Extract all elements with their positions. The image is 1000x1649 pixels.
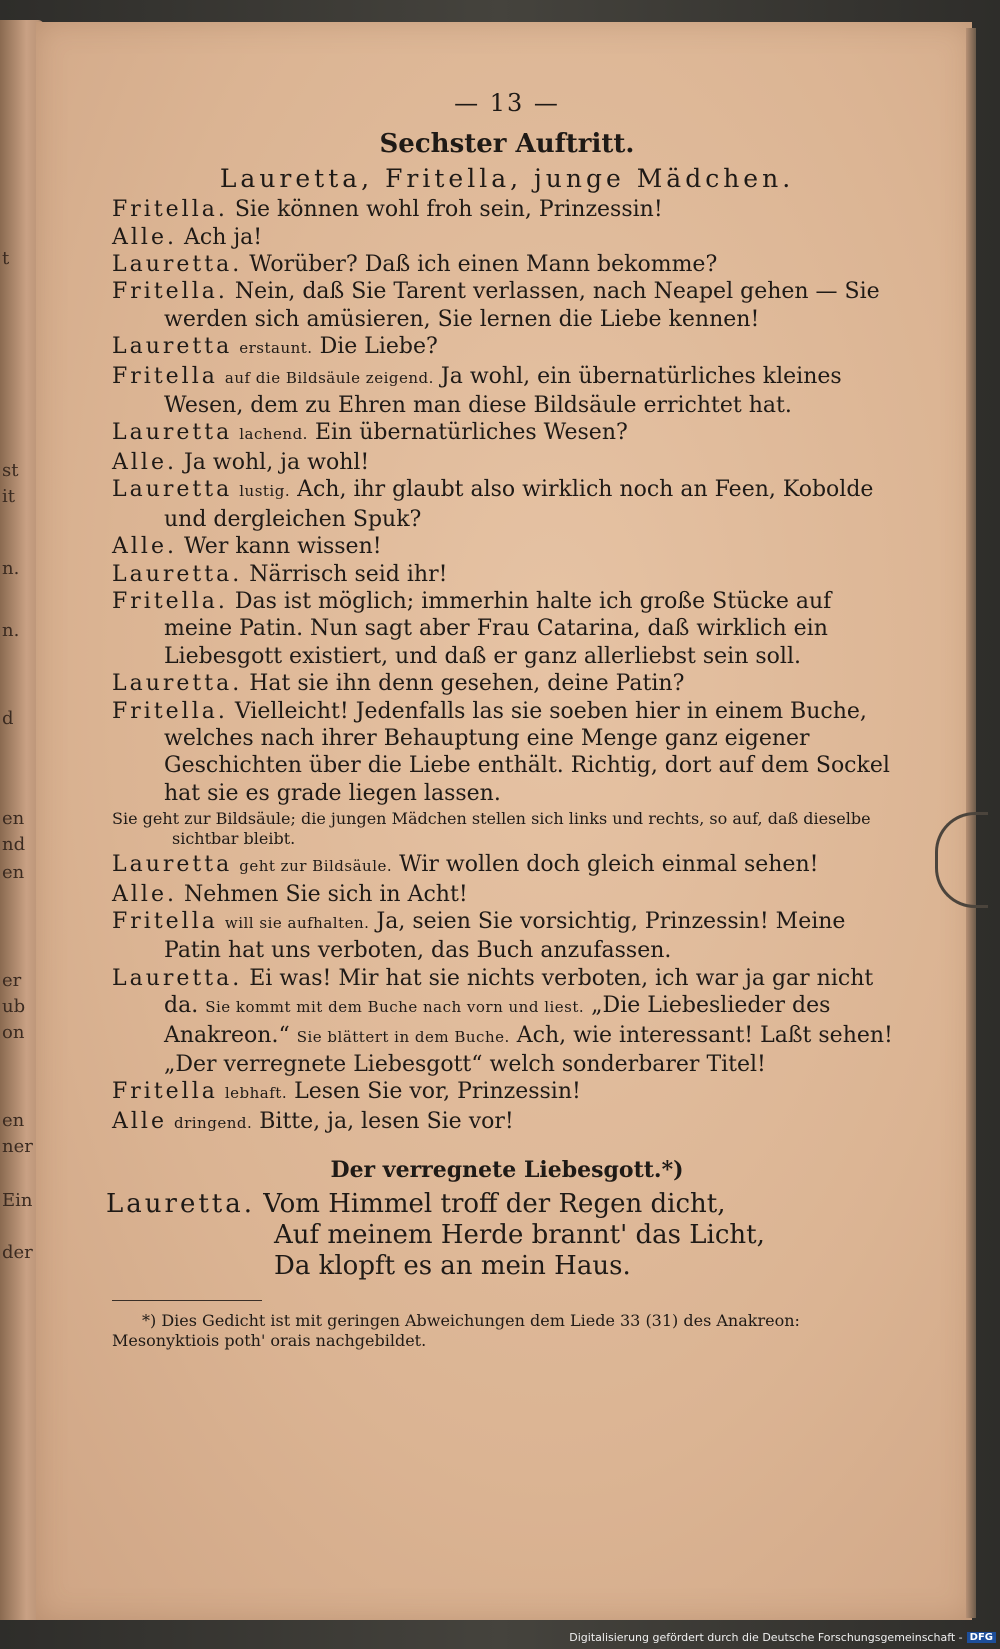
dfg-logo: DFG — [967, 1632, 996, 1643]
speaker: Lauretta. — [112, 671, 243, 697]
dialogue-line — [112, 1078, 902, 1107]
line-text: Nehmen Sie sich in Acht! — [183, 881, 468, 907]
line-text: Wer kann wissen! — [183, 534, 382, 560]
line-text: Ach ja! — [183, 224, 263, 250]
credit-text: Digitalisierung gefördert durch die Deutsche Forschungsgemeinschaft - — [569, 1630, 963, 1644]
dialogue-line — [112, 224, 902, 251]
speaker: Fritella. — [112, 279, 228, 305]
speaker: Lauretta. — [112, 965, 243, 991]
stage-direction: will sie aufhalten. — [224, 913, 370, 932]
dialogue-line — [112, 1108, 902, 1137]
line-text: Die Liebe? — [319, 334, 438, 360]
prev-page-fragment: en — [2, 1110, 25, 1131]
digitization-credit — [569, 1629, 996, 1645]
line-text: Wir wollen doch gleich einmal sehen! — [399, 852, 819, 878]
poem-title: Der verregnete Liebesgott.*) — [330, 1157, 684, 1184]
line-text: Hat sie ihn denn gesehen, deine Patin? — [249, 671, 685, 697]
footnote-rule — [112, 1300, 262, 1301]
prev-page-fragment: Ein — [2, 1190, 33, 1211]
dialogue-block — [112, 851, 902, 965]
line-text: Bitte, ja, lesen Sie vor! — [259, 1108, 514, 1134]
stage-direction: erstaunt. — [239, 339, 313, 358]
dialogue-block — [112, 1078, 902, 1137]
speaker: Fritella. — [112, 197, 228, 223]
footnote: *) Dies Gedicht ist mit geringen Abweichungen dem Liede 33 (31) des Anakreon: Mesonyktiois poth' orais nachgebildet. — [112, 1310, 800, 1350]
dialogue-line — [112, 851, 902, 880]
dialogue-line — [112, 363, 902, 420]
speaker: Fritella — [112, 363, 218, 389]
stage-direction: auf die Bildsäule zeigend. — [224, 368, 434, 387]
dialogue-block — [112, 196, 902, 807]
line-text: Ein übernatürliches Wesen? — [314, 420, 628, 446]
dialogue-line — [112, 196, 902, 223]
prev-page-fragment: ner — [2, 1136, 33, 1157]
stage-direction: lustig. — [239, 482, 291, 501]
stage-direction: Sie blättert in dem Buche. — [296, 1027, 510, 1046]
poem-line: Da klopft es an mein Haus. — [274, 1250, 631, 1281]
prev-page-fragment: n. — [2, 620, 20, 641]
prev-page-fragment: en — [2, 808, 25, 829]
dialogue-line — [112, 965, 902, 1079]
prev-page-fragment: it — [2, 486, 15, 507]
dialogue-line — [112, 533, 902, 560]
scene-title: Sechster Auftritt. — [379, 129, 635, 160]
line-text: Närrisch seid ihr! — [249, 561, 448, 587]
line-text: Vielleicht! Jedenfalls las sie soeben hier in einem Buche, welches nach ihrer Behauptung eine Menge ganz eigener Geschichten über die Liebe enthält. Richtig, dort auf dem Sockel hat sie es grade liegen lassen. — [164, 698, 890, 806]
prev-page-fragment: st — [2, 460, 19, 481]
dialogue-line — [112, 449, 902, 476]
poem-line: Vom Himmel troff der Regen dicht, — [263, 1188, 726, 1219]
prev-page-fragment: on — [2, 1022, 25, 1043]
prev-page-fragment: ub — [2, 996, 26, 1017]
speaker: Fritella — [112, 908, 218, 934]
dialogue-line — [112, 698, 902, 808]
prev-page-fragment: t — [2, 248, 10, 269]
dialogue-line — [112, 908, 902, 965]
speaker: Lauretta — [112, 420, 233, 446]
speaker: Fritella. — [112, 588, 228, 614]
speaker: Alle. — [112, 449, 177, 475]
poem-speaker: Lauretta. — [106, 1188, 255, 1219]
dialogue-line — [112, 588, 902, 670]
prev-page-fragment: der — [2, 1242, 33, 1263]
stage-direction: Sie kommt mit dem Buche nach vorn und liest. — [205, 998, 585, 1017]
line-text: Ja wohl, ja wohl! — [183, 449, 370, 475]
dialogue-line — [112, 333, 902, 362]
stage-direction: lebhaft. — [224, 1084, 288, 1103]
line-text: Lesen Sie vor, Prinzessin! — [294, 1079, 581, 1105]
line-text: Sie können wohl froh sein, Prinzessin! — [234, 197, 663, 223]
stage-direction: dringend. — [173, 1113, 253, 1132]
line-text: Ja wohl, ein übernatürliches kleines Wesen, dem zu Ehren man diese Bildsäule errichtet hat. — [164, 363, 842, 419]
line-text: Worüber? Daß ich einen Mann bekomme? — [249, 252, 718, 278]
dialogue-line — [112, 881, 902, 908]
cast-list: Lauretta, Fritella, junge Mädchen. — [219, 163, 795, 193]
dialogue-line — [112, 670, 902, 697]
line-text: Ach, wie interessant! Laßt sehen! „Der verregnete Liebesgott“ welch sonderbarer Titel! — [164, 1022, 893, 1077]
line-text: Ach, ihr glaubt also wirklich noch an Feen, Kobolde und dergleichen Spuk? — [164, 477, 874, 532]
dialogue-line — [112, 251, 902, 278]
dialogue-line — [112, 419, 902, 448]
dialogue-line — [112, 278, 902, 333]
page-number: — 13 — — [454, 89, 560, 117]
speaker: Fritella. — [112, 698, 228, 724]
prev-page-fragment: en — [2, 862, 25, 883]
dialogue-line — [112, 476, 902, 533]
stage-direction: Sie geht zur Bildsäule; die jungen Mädchen stellen sich links und rechts, so auf, daß dieselbe sichtbar bleibt. — [112, 809, 871, 849]
prev-page-fragment: nd — [2, 834, 26, 855]
speaker: Fritella — [112, 1079, 218, 1105]
stage-direction: lachend. — [239, 425, 308, 444]
speaker: Alle. — [112, 224, 177, 250]
speaker: Lauretta — [112, 334, 233, 360]
line-text: „Die Liebeslieder des Anakreon.“ — [164, 993, 831, 1048]
speaker: Lauretta. — [112, 561, 243, 587]
prev-page-fragment: n. — [2, 558, 20, 579]
speaker: Lauretta. — [112, 252, 243, 278]
poem-line: Auf meinem Herde brannt' das Licht, — [274, 1219, 765, 1250]
speaker: Alle. — [112, 881, 177, 907]
line-text: Ja, seien Sie vorsichtig, Prinzessin! Meine Patin hat uns verboten, das Buch anzufassen. — [164, 908, 846, 964]
dialogue-line — [112, 561, 902, 588]
line-text: Das ist möglich; immerhin halte ich große Stücke auf meine Patin. Nun sagt aber Frau Catarina, daß wirklich ein Liebesgott existiert, und daß er ganz allerliebst sein soll. — [164, 588, 832, 669]
prev-page-fragment: er — [2, 970, 22, 991]
prev-page-fragment: d — [2, 708, 14, 729]
speaker: Alle. — [112, 534, 177, 560]
speaker: Lauretta — [112, 477, 233, 503]
poem — [106, 1189, 902, 1282]
speaker: Alle — [112, 1108, 167, 1134]
page-text — [106, 89, 902, 1351]
stage-direction: geht zur Bildsäule. — [239, 857, 393, 876]
line-text: Ei was! Mir hat sie nichts verboten, ich war ja gar nicht da. — [164, 965, 874, 1019]
line-text: Nein, daß Sie Tarent verlassen, nach Neapel gehen — Sie werden sich amüsieren, Sie lernen die Liebe kennen! — [164, 279, 880, 332]
speaker: Lauretta — [112, 852, 233, 878]
